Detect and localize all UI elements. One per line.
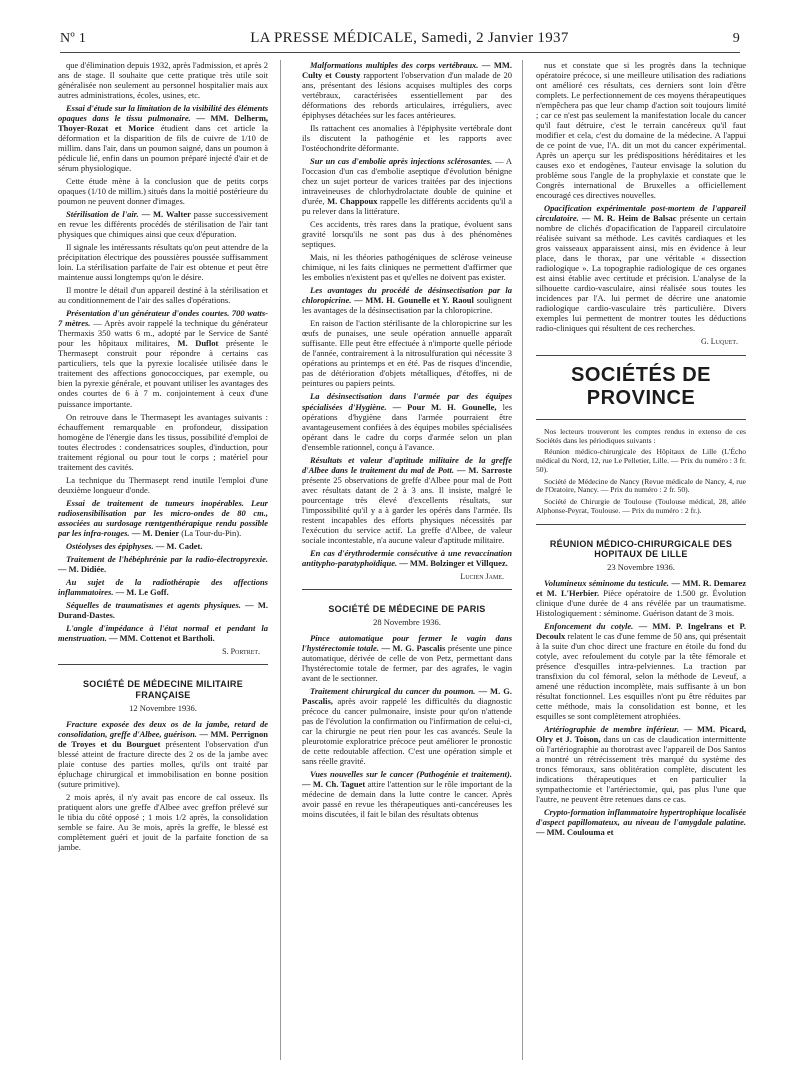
article (536, 203, 746, 333)
column-divider (280, 60, 281, 1060)
periodical-ref: Réunion médico-chirurgicale des Hôpitaux de Lille (L'Écho médical du Nord, 12, rue Le Pelletier, Lille. — Prix du numéro : 3 fr. 50). (536, 447, 746, 474)
article-heading: Ostéolyses des épiphyses. (66, 540, 154, 551)
article-heading: Pince automatique pour fermer le vagin dans l'hystérectomie totale. (302, 632, 512, 653)
authors: — M. Ch. Taguet (302, 779, 366, 790)
authors: — MM. Bolzinger et Villquez. (399, 557, 508, 568)
article (302, 548, 512, 568)
article-heading: Crypto-formation inflammatoire hypertrophique localisée d'aspect papillomateux, au niveau de l'amygdale palatine. (536, 807, 746, 828)
paragraph: Ces accidents, très rares dans la pratique, évoluent sans gravité lorsqu'ils ne sont pas dus à des phénomènes septiques. (302, 219, 512, 250)
article-text: les opérations d'hygiène dans l'armée pourraient être avantageusement confiées à des équipes mobiles spécialisées opérant dans le cadre du corps d'armée selon un plan d'ensemble rationnel, conçu à l'avance. (302, 401, 512, 452)
article (58, 103, 268, 173)
article (536, 621, 746, 721)
article-heading: Traitement de l'hébéphrénie par la radio-électropyrexie. (66, 553, 268, 564)
article-text: — A l'occasion d'un cas d'embolie aseptique d'évolution bénigne chez un sujet porteur de varices traitées par des injections intraveineuses de chlorhydrolactate double de quinine et d'urée, (302, 156, 512, 207)
signature: S. Portret. (222, 646, 260, 656)
session-date: 28 Novembre 1936. (373, 616, 441, 627)
notice: Nos lecteurs trouveront les comptes rendus in extenso de ces Sociétés dans les périodiques suivants : (536, 427, 746, 445)
article-text: étudient dans cet article la déformation et la disparition de fils de cuivre de 1/10 de millim. dans l'air, dans un poumon saigné, dans un poumon à pédicule lié, enfin dans un poumon préparé injecté d'air et de sérum physiologique. (58, 123, 268, 174)
article-heading: Sur un cas d'embolie après injections sclérosantes. (310, 156, 493, 167)
section-divider (58, 664, 268, 665)
paragraph: que d'élimination depuis 1932, après l'admission, et après 2 ans de stage. Il souhaite que cette pratique très utile soit généralisée non seulement au personnel hospitalier mais aux autres administrations, écoles, usines, etc. (58, 60, 268, 101)
article (302, 769, 512, 819)
authors: — MM. Cottenot et Bartholi. (109, 632, 215, 643)
article (302, 686, 512, 766)
session-date: 12 Novembre 1936. (129, 702, 197, 713)
session-date: 23 Novembre 1936. (607, 561, 675, 572)
authors: M. Duflot (177, 338, 219, 349)
article-text: passe successivement en revue les différents procédés de stérilisation de l'air tant physiques que chimiques ainsi que ceux d'épuration. (58, 209, 268, 240)
article-heading: En cas d'érythrodermie consécutive à une revaccination antitypho-paratyphoïdique. (302, 547, 512, 568)
article (302, 156, 512, 216)
authors: — MM. Perrignon de Troyes et du Bourguet (58, 728, 268, 749)
article (302, 285, 512, 315)
article (536, 807, 746, 837)
column-divider (522, 60, 523, 1060)
article-text: rappelle les différents accidents qu'il a pu relever dans la littérature. (302, 196, 512, 217)
article-heading: Fracture exposée des deux os de la jambe, retard de consolidation, greffe d'Albee, guérison. (58, 718, 268, 739)
authors: — M. Denier (131, 527, 180, 538)
paragraph: On retrouve dans le Thermasept les avantages suivants : échauffement remarquable en profondeur, dissipation homogène de l'énergie dans les tissus, possibilité d'emploi de toutes électrodes : condensatrices souples, d'induction, pour traitement régional ou pour tout le corps ; matériel pour traitement des cavités. (58, 411, 268, 472)
authors: — M. Sarroste (456, 464, 512, 475)
article-heading: Essai d'étude sur la limitation de la visibilité des éléments opaques dans le tissu pulmonaire. (58, 103, 268, 124)
article-heading: La désinsectisation dans l'armée par des équipes spécialisées d'Hygiène. (302, 391, 512, 412)
authors: — M. Didiée. (58, 563, 107, 574)
authors: — M. R. Heim de Balsac (581, 213, 677, 224)
article (302, 455, 512, 545)
article-heading: Opacification expérimentale post-mortem de l'appareil circulatoire. (536, 203, 746, 224)
article-heading: Au sujet de la radiothérapie des affections inflammatoires. (58, 576, 268, 597)
paragraph: Mais, ni les théories pathogéniques de sclérose veineuse chimique, ni les faits cliniques ne permettent d'affirmer que les embolies n'existent pas et qu'elles ne doivent pas exister. (302, 252, 512, 283)
article (58, 719, 268, 789)
authors: — M. Cadet. (155, 540, 203, 551)
article (58, 577, 268, 597)
periodical-ref: Société de Médecine de Nancy (Revue médicale de Nancy, 4, rue de l'Oratoire, Nancy. — Prix du numéro : 2 fr. 50). (536, 476, 746, 495)
article-text: présente un certain nombre de clichés d'opacification de l'appareil circulatoire réalisée suivant sa méthode. Les cavités cardiaques et les gros vaisseaux apparaissent ainsi, mis en évidence à leur place, dans le thorax, par une véritable « dissection radiologique ». La topographie radiologique de ces organes est ainsi établie avec certitude et précision. L'analyse de la silhouette cardio-vasculaire, ainsi réalisée sous toutes les incidences par l'A. lui permet de décrire une anatomie radiologique cardio-vasculaire très particulière. Divers exemples lui permettent de montrer toutes les déductions radio-cliniques qui résultent de ces recherches. (536, 213, 746, 334)
article-text: après avoir rappelé les difficultés du diagnostic précoce du cancer pulmonaire, insiste pour qu'on n'attende pas de l'évolution la confirmation ou l'infirmation de celui-ci, car la chirurgie ne peut rien pour les cas avancés. Seule la pleurotomie exploratrice précoce peut améliorer le pronostic de cette redoutable affection. C'est une opération simple et sans réelle gravité. (302, 695, 512, 766)
signature: Lucien Jame. (460, 571, 504, 581)
article-text: (La Tour-du-Pin). (181, 527, 242, 538)
article (536, 578, 746, 618)
column-1 (58, 60, 268, 1060)
authors: — M. Le Goff. (115, 586, 169, 597)
article (302, 633, 512, 683)
article-heading: Stérilisation de l'air. (66, 209, 139, 220)
article-text: attire l'attention sur le rôle important de la médecine de demain dans la lutte contre le cancer. Après avoir passé en revue les thérapeutiques anti-cancéreuses les moins discutées, il fait le bilan des résultats obtenus (302, 779, 512, 820)
paragraph: La technique du Thermasept rend inutile l'emploi d'une deuxième longueur d'onde. (58, 474, 268, 495)
article-text: Pièce opératoire de 1.500 gr. Évolution clinique d'une durée de 4 ans révélée par un traumatisme. Histologiquement : séminome. Guérison datant de 3 mois. (536, 587, 746, 618)
article (58, 209, 268, 239)
article-heading: Les avantages du procédé de désinsectisation par la chloropicrine. (302, 285, 512, 306)
article (536, 724, 746, 804)
periodical-ref: Société de Chirurgie de Toulouse (Toulouse médical, 28, allée Alphonse-Peyrat, Toulouse. — Prix du numéro : 2 fr.). (536, 497, 746, 515)
column-2 (302, 60, 512, 1060)
paragraph: 2 mois après, il n'y avait pas encore de cal osseux. Ils pratiquent alors une greffe d'Albee avec greffon prélevé sur le tibia du côté opposé ; 1 mois 1/2 après, la consolidation semble se faire. Au 3e mois, après la greffe, le blessé est complètement guéri et jouit de la parfaite fonction de sa jambe. (58, 791, 268, 852)
section-title: SOCIÉTÉ DE MÉDECINE MILITAIRE FRANÇAISE (82, 679, 244, 700)
article-text: rapportent l'observation d'un malade de 20 ans, présentant des lésions acquises multiples des corps vertébraux, caractérisées essentiellement par des déformations des rebords articulaires, irréguliers, avec épiphyses détachées sur les faces antérieures. (302, 70, 512, 121)
article-heading: Résultats et valeur d'aptitude militaire de la greffe d'Albee dans le traitement du mal de Pott. (302, 454, 512, 475)
authors: — MM. Delherm, Thoyer-Rozat et Morice (58, 113, 268, 134)
paragraph: Il montre le détail d'un appareil destiné à la stérilisation et au conditionnement de l'air des salles d'opérations. (58, 285, 268, 306)
article-heading: Malformations multiples des corps vertébraux. (310, 60, 479, 70)
authors: — MM. H. Gounelle et Y. Raoul (354, 295, 474, 306)
section-divider (302, 589, 512, 590)
article-heading: Vues nouvelles sur le cancer (Pathogénie et traitement). (310, 769, 512, 780)
authors: — MM. P. Ingelrans et P. Decoulx (536, 620, 746, 641)
article (58, 554, 268, 574)
article-heading: Traitement chirurgical du cancer du poumon. (310, 685, 476, 696)
article-heading: Artériographie de membre inférieur. (544, 723, 680, 734)
article-text: — Après avoir rappelé la technique du générateur Thermaxis 350 watts 6 m., adopté par le Service de Santé pour les hôpitaux militaires, (58, 318, 268, 349)
authors: — Pour M. H. Gounelle, (392, 401, 497, 412)
section-banner: SOCIÉTÉS DE PROVINCE (571, 363, 711, 410)
article-text: présente le Thermasept construit pour répondre à certains cas particuliers, tels que la pyrexie localisée utilisée dans le traitement des affections gonococciques, par exemple, ou bien la pyrexie générale, et pouvant utiliser les avantages des ondes courtes de 6 à 7 m. conjointement à ceux d'une puissance importante. (58, 338, 268, 409)
authors: — MM. R. Demarez et M. L'Herbier. (536, 577, 746, 598)
page-number: 9 (732, 31, 740, 46)
authors: — MM. Culty et Cousty (302, 60, 512, 81)
section-title: SOCIÉTÉ DE MÉDECINE DE PARIS (328, 604, 486, 615)
authors: — M. Durand-Dastes. (58, 599, 268, 620)
issue-number: Nº 1 (60, 31, 87, 46)
article (58, 308, 268, 408)
section-divider (536, 419, 746, 420)
authors: — MM. Couloumа et (536, 827, 614, 838)
authors: — M. G. Pascalis, (302, 685, 512, 706)
article-heading: Volumineux séminome du testicule. (544, 577, 670, 588)
article-text: soulignent les avantages de la désinsectisation par la chloropicrine. (302, 295, 512, 316)
article (302, 60, 512, 120)
section-divider (536, 524, 746, 525)
article (58, 541, 268, 551)
authors: — MM. Picard, Olry et J. Toison, (536, 723, 746, 744)
paragraph: Ils rattachent ces anomalies à l'épiphysite vertébrale dont ils discutent la pathogénie et les rapports avec l'ostéochondrite déformante. (302, 123, 512, 154)
article-heading: Séquelles de traumatismes et agents physiques. (66, 599, 241, 610)
section-title: RÉUNION MÉDICO-CHIRURGICALE DES HOPITAUX DE LILLE (549, 538, 733, 560)
article-text: présentent l'observation d'un blessé atteint de fracture directe des 2 os de la jambe avec plaie contuse des parties molles, qu'ils ont traité par épluchage chirurgical et immobilisation en bonne position (suture primitive). (58, 738, 268, 789)
page-header (60, 30, 740, 53)
article-text: présente une pince automatique, dérivée de celle de von Petz, permettant dans l'hystérectomie totale de fermer, par des agrafes, le vagin avant de le sectionner. (302, 642, 512, 683)
journal-title: LA PRESSE MÉDICALE, Samedi, 2 Janvier 1937 (250, 30, 569, 46)
authors: — M. Walter (141, 209, 191, 220)
article-text: relatent le cas d'une femme de 50 ans, qui présentait à la suite d'un choc direct une fracture en étoile du fond du cotyle, avec refoulement du cotyle par la tête fémorale et présence d'esquilles intra-pelviennes. La traction par transfixion du col fémoral, selon la méthode de Leveuf, a amené une réduction incomplète, mais suffisante à un bon résultat fonctionnel. Les esquilles n'ont pu être réduites par cette méthode, mais la consolidation est bonne, et les esquilles se sont complètement atrophiées. (536, 630, 746, 721)
authors: — M. G. Pascalis (381, 642, 446, 653)
paragraph: Cette étude mène à la conclusion que de petits corps opaques (1/10 de millim.) situés dans la moitié postérieure du poumon ne peuvent donner d'images. (58, 176, 268, 207)
article (302, 391, 512, 451)
paragraph: Il signale les intéressants résultats qu'on peut attendre de la précipitation électrique des poussières poussée suffisamment loin. La stérilisation parfaite de l'air est obtenue et peut être maintenue aussi longtemps qu'on le désire. (58, 242, 268, 283)
section-divider (536, 355, 746, 356)
article (58, 623, 268, 643)
article-heading: L'angle d'impédance à l'état normal et pendant la menstruation. (58, 622, 268, 643)
signature: G. Luquet. (701, 337, 738, 347)
article-heading: Présentation d'un générateur d'ondes courtes. 700 watts-7 mètres. (58, 308, 268, 329)
article (58, 498, 268, 538)
article-text: présente 25 observations de greffe d'Albee pour mal de Pott avec résultats datant de 2 à 3 ans. Il insiste, malgré le pourcentage très élevé d'excellents résultats, sur l'impossibilité qu'il y a à garder les opérés dans l'armée. Ils restent incapables des efforts physiques nécessités par l'exécution du service actif. La greffe d'Albee, de valeur sociale incontestable, n'a aucune valeur d'aptitude militaire. (302, 474, 512, 545)
article (58, 600, 268, 620)
paragraph: En raison de l'action stérilisante de la chloropicrine sur les œufs de punaises, une seule opération annuelle apparaît suffisante. Elle peut être effectuée à n'importe quelle période de l'année, contrairement à la nitrosulfuration qui nécessite 3 opérations au printemps et en été. Pas de risques d'incendie, pas de détérioration d'objets métalliques, d'étoffes, ni de peintures ou papiers peints. (302, 318, 512, 389)
column-3 (536, 60, 746, 1060)
article-text: dans un cas de claudication intermittente où l'artériographie au thorotrast avec l'appareil de Dos Santos a montré un rétrécissement très marqué du système des troncs fémoraux, sans oblitération complète, discutent les indications thérapeutiques et en particulier la sympathectomie et l'artériectomie, qui, pas plus l'une que l'autre, ne peuvent être retenues dans ce cas. (536, 733, 746, 805)
authors: M. Chappoux (327, 196, 378, 207)
paragraph: nus et constate que si les progrès dans la technique opératoire précoce, si une meilleure utilisation des radiations ont amélioré ces résultats, ces derniers sont loin d'être complets. Le perfectionnement de ces moyens thérapeutiques n'empêchera pas que leur champ d'action soit toujours limité ; car ce n'est pas seulement la manifestation locale du cancer qu'il faut détruire, c'est le terrain cancéreux qu'il faut modifier et cela, c'est du domaine de la médecine. A l'appui de ce point de vue, l'A. dit un mot du cancer expérimental. Après un aperçu sur les prédispositions héréditaires et les causes exo et endogènes, l'auteur envisage la solution du problème sous l'angle de la prophylaxie et constate que le Congrès international de Bruxelles a officiellement encouragé ces directives nouvelles. (536, 60, 746, 201)
article-heading: Enfoncement du cotyle. (544, 620, 634, 631)
article-heading: Essai de traitement de tumeurs inopérables. Leur radiosensibilisation par les micro-ondes de 80 cm., associées au surdosage rœntgenthérapique rendu possible par les infra-rouges. (58, 497, 268, 538)
